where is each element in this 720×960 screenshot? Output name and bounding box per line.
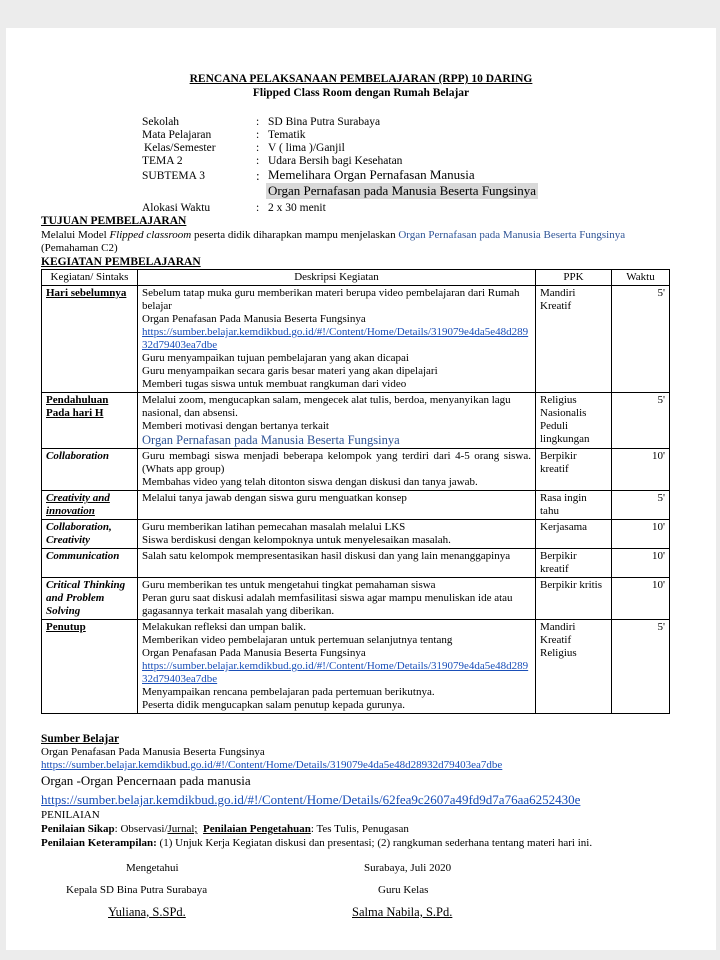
row-waktu: 5' [612,393,670,449]
row-sintaks: Pendahuluan Pada hari H [42,393,138,449]
row-deskripsi [138,520,536,549]
sumber-item-1: Organ Penafasan Pada Manusia Beserta Fungsinya [41,746,265,758]
info-label-sekolah: Sekolah [142,116,180,128]
signature-right-name: Salma Nabila, S.Pd. [352,905,453,919]
info-colon: : [256,202,260,214]
info-value-subtema: Memelihara Organ Pernafasan Manusia [268,167,475,182]
table-row [42,620,670,714]
info-value-alokasi: 2 x 30 menit [268,202,326,214]
header-ppk: PPK [536,270,612,286]
desc-line: Organ Penafasan Pada Manusia Beserta Fungsinya [142,313,366,325]
info-colon: : [256,142,260,154]
penilaian-sikap-label: Penilaian Sikap [41,823,115,835]
row-deskripsi [138,491,536,520]
penilaian-pengetahuan-value: : Tes Tulis, Penugasan [310,823,409,835]
tujuan-text-before: Melalui Model [41,229,110,241]
sumber-link-1[interactable]: https://sumber.belajar.kemdikbud.go.id/#!/Content/Home/Details/319079e4da5e48d28932d79403ea7dbe [41,759,503,771]
row-ppk: Mandiri Kreatif [536,286,612,393]
header-deskripsi: Deskripsi Kegiatan [138,270,536,286]
penilaian-keterampilan-value: (1) Unjuk Kerja Kegiatan diskusi dan presentasi; (2) rangkuman sederhana tentang materi hari ini. [156,837,593,849]
table-row [42,449,670,491]
info-colon: : [256,168,260,183]
row-deskripsi [138,549,536,578]
info-colon: : [256,116,260,128]
penilaian-jurnal: Jurnal; [167,823,198,835]
sumber-heading: Sumber Belajar [41,733,120,745]
signature-left-role: Kepala SD Bina Putra Surabaya [66,884,208,896]
info-value-mapel: Tematik [268,129,306,141]
desc-line: Melakukan refleksi dan umpan balik. [142,621,307,633]
desc-line: Organ Penafasan Pada Manusia Beserta Fungsinya [142,647,366,659]
row-sintaks: Penutup [42,620,138,714]
table-header-row [42,270,670,286]
document-subtitle: Flipped Class Room dengan Rumah Belajar [252,87,470,99]
info-value-kelas: V ( lima )/Ganjil [268,142,345,154]
penilaian-sikap-value: : Observasi/ [114,823,168,835]
row-sintaks: Communication [42,549,138,578]
info-label-alokasi: Alokasi Waktu [142,202,211,214]
desc-line: Guru menyampaikan tujuan pembelajaran yang akan dicapai [142,352,409,364]
document-title: RENCANA PELAKSANAAN PEMBELAJARAN (RPP) 10 DARING [189,73,533,85]
row-sintaks: Creativity and innovation [42,491,138,520]
row-sintaks: Hari sebelumnya [42,286,138,393]
row-sintaks: Collaboration [42,449,138,491]
tujuan-heading: TUJUAN PEMBELAJARAN [41,215,187,227]
document-page [6,28,716,950]
row-deskripsi [138,449,536,491]
header-sintaks: Kegiatan/ Sintaks [42,270,138,286]
desc-line: Memberikan video pembelajaran untuk pertemuan selanjutnya tentang [142,634,453,646]
tujuan-topic: Organ Pernafasan pada Manusia Beserta Fungsinya [398,229,626,241]
kegiatan-heading: KEGIATAN PEMBELAJARAN [41,256,201,268]
row-deskripsi [138,620,536,714]
tujuan-level: (Pemahaman C2) [41,242,118,254]
info-label-kelas: Kelas/Semester [144,142,216,154]
desc-line: Melalui tanya jawab dengan siswa guru menguatkan konsep [142,492,407,504]
row-waktu: 5' [612,286,670,393]
table-row [42,286,670,393]
row-deskripsi [138,393,536,449]
desc-line: Peserta didik mengucapkan salam penutup kepada gurunya. [142,699,406,711]
info-value-tema: Udara Bersih bagi Kesehatan [268,155,403,167]
signature-right-date: Surabaya, Juli 2020 [364,862,452,874]
tujuan-text [41,229,625,241]
desc-line: Guru memberikan latihan pemecahan masalah melalui LKS [142,521,406,533]
tujuan-text-mid: peserta didik diharapkan mampu menjelaskan [191,229,399,241]
tujuan-model: Flipped classroom [109,229,192,241]
penilaian-heading: PENILAIAN [41,809,100,821]
row-deskripsi [138,286,536,393]
row-ppk: Berpikir kreatif [536,549,612,578]
table-row [42,393,670,449]
desc-line: Siswa berdiskusi dengan kelompoknya untuk menyelesaikan masalah. [142,534,451,546]
row-waktu: 5' [612,491,670,520]
info-colon: : [256,155,260,167]
kegiatan-table [41,269,670,714]
signature-left-title: Mengetahui [126,862,179,874]
row-ppk: Religius Nasionalis Peduli lingkungan [536,393,612,449]
header-waktu: Waktu [612,270,670,286]
row-ppk: Rasa ingin tahu [536,491,612,520]
row-deskripsi [138,578,536,620]
table-row [42,520,670,549]
row-waktu: 10' [612,549,670,578]
row-sintaks: Collaboration, Creativity [42,520,138,549]
row-waktu: 10' [612,520,670,549]
signature-right-role: Guru Kelas [378,884,429,896]
info-colon: : [256,129,260,141]
sumber-item-2: Organ -Organ Pencernaan pada manusia [41,773,251,788]
sumber-link-2[interactable]: https://sumber.belajar.kemdikbud.go.id/#!/Content/Home/Details/62fea9c2607a49fd9d7a76aa6252430e [41,792,581,807]
row-ppk: Kerjasama [536,520,612,549]
info-label-tema: TEMA 2 [142,155,183,167]
desc-line: Guru memberikan tes untuk mengetahui tingkat pemahaman siswa [142,579,436,591]
row-waktu: 5' [612,620,670,714]
penilaian-keterampilan-label: Penilaian Keterampilan: [41,837,157,849]
desc-line: Melalui zoom, mengucapkan salam, mengecek alat tulis, berdoa, menyanyikan lagu nasional, dan absensi. [142,394,511,419]
row-waktu: 10' [612,578,670,620]
info-label-mapel: Mata Pelajaran [142,129,212,141]
content-link[interactable]: https://sumber.belajar.kemdikbud.go.id/#!/Content/Home/Details/319079e4da5e48d28932d79403ea7dbe [142,326,529,351]
content-link[interactable]: https://sumber.belajar.kemdikbud.go.id/#!/Content/Home/Details/319079e4da5e48d28932d79403ea7dbe [142,660,529,685]
desc-line: Memberi motivasi dengan bertanya terkait [142,420,329,432]
penilaian-keterampilan-line [41,837,592,849]
desc-line: Guru membagi siswa menjadi beberapa kelompok yang terdiri dari 4-5 orang siswa. (Whats app group) [142,450,531,475]
desc-line: Guru menyampaikan secara garis besar materi yang akan dipelajari [142,365,438,377]
row-waktu: 10' [612,449,670,491]
row-sintaks: Critical Thinking and Problem Solving [42,578,138,620]
row-ppk: Berpikir kreatif [536,449,612,491]
signature-left-name: Yuliana, S.SPd. [108,905,186,919]
desc-line: Membahas video yang telah ditonton siswa dengan diskusi dan tanya jawab. [142,476,478,488]
info-label-subtema: SUBTEMA 3 [142,170,205,182]
desc-line: Memberi tugas siswa untuk membuat rangkuman dari video [142,378,407,390]
table-row [42,578,670,620]
row-ppk: Berpikir kritis [536,578,612,620]
table-row [42,549,670,578]
desc-line: Peran guru saat diskusi adalah memfasilitasi siswa agar mampu menuliskan ide atau gagasannya terkait masalah yang diberikan. [142,592,513,617]
info-value-sekolah: SD Bina Putra Surabaya [268,116,381,128]
info-value-subtema-topic: Organ Pernafasan pada Manusia Beserta Fungsinya [268,183,536,198]
penilaian-sikap-line [41,823,409,835]
desc-line: Menyampaikan rencana pembelajaran pada pertemuan berikutnya. [142,686,435,698]
penilaian-pengetahuan-label: Penilaian Pengetahuan [202,823,311,835]
row-ppk: Mandiri Kreatif Religius [536,620,612,714]
desc-topic: Organ Pernafasan pada Manusia Beserta Fungsinya [142,433,400,447]
desc-line: Sebelum tatap muka guru memberikan materi berupa video pembelajaran dari Rumah belajar [142,287,520,312]
desc-line: Salah satu kelompok mempresentasikan hasil diskusi dan yang lain menanggapinya [142,550,511,562]
table-row [42,491,670,520]
